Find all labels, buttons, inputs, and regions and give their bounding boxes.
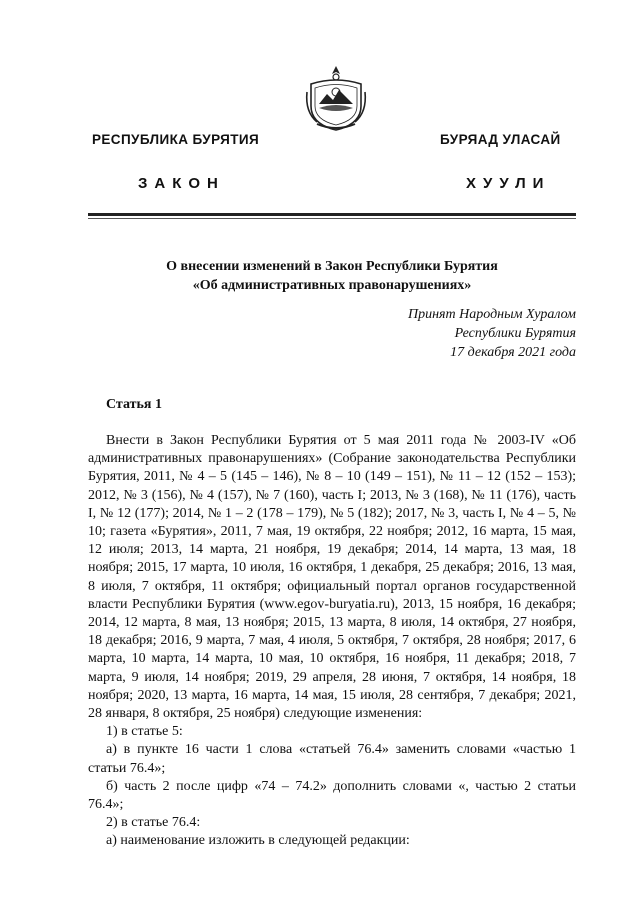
paragraph: 1) в статье 5: — [106, 724, 183, 740]
article-heading: Статья 1 — [106, 397, 162, 412]
paragraph: а) в пункте 16 части 1 слова «статьей 76.4» заменить словами «частью 1 статьи 76.4»; — [88, 742, 576, 776]
adoption-line: Принят Народным Хуралом — [407, 307, 576, 322]
header-divider-thick — [88, 213, 576, 216]
law-title-line: «Об административных правонарушениях» — [192, 278, 472, 293]
republic-name-buryat: БУРЯАД УЛАСАЙ — [440, 132, 561, 147]
header-divider-thin — [88, 218, 576, 219]
adoption-date: 17 декабря 2021 года — [450, 345, 576, 360]
adoption-line: Республики Бурятия — [454, 326, 576, 341]
paragraph: 2) в статье 76.4: — [106, 815, 201, 831]
law-title-line: О внесении изменений в Закон Республики Бурятия — [166, 259, 498, 274]
paragraph: б) часть 2 после цифр «74 – 74.2» дополнить словами «, частью 2 статьи 76.4»; — [88, 778, 576, 813]
article-body — [88, 432, 576, 851]
adoption-note — [300, 305, 576, 362]
republic-name-russian: РЕСПУБЛИКА БУРЯТИЯ — [92, 132, 260, 147]
law-title — [88, 257, 576, 295]
coat-of-arms-emblem — [303, 62, 369, 134]
law-word-russian: ЗАКОН — [138, 175, 225, 192]
paragraph: а) наименование изложить в следующей редакции: — [106, 833, 410, 849]
paragraph: Внести в Закон Республики Бурятия от 5 мая 2011 года № 2003-IV «Об административных правонарушениях» (Собрание законодательства Республики Бурятия, 2011, № 4 – 5 (145 – 146), № 8 – 10 (149 – 151), № 11 – 12 (152 – 153); 2012, № 3 (156), № 4 (157), № 7 (160), часть I; 2013, № 3 (168), № 11 (176), часть I, № 12 (177); 2014, № 1 – 2 (178 – 179), № 5 (182); 2017, № 3, часть I, № 4 – 5, № 10; газета «Бурятия», 2011, 7 мая, 19 октября, 22 ноября; 2012, 16 марта, 15 мая, 12 июля; 2013, 14 марта, 21 ноября, 19 декабря; 2014, 14 марта, 13 мая, 18 ноября; 2015, 17 марта, 10 июля, 16 октября, 1 декабря, 25 декабря; 2016, 13 мая, 8 июля, 7 октября, 11 октября; официальный портал органов государственной власти Республики Бурятия (www.egov-buryatia.ru), 2013, 15 ноября, 16 декабря; 2014, 12 марта, 8 мая, 13 ноября; 2015, 13 марта, 8 июля, 14 октября, 27 ноября, 18 декабря; 2016, 9 марта, 7 мая, 4 июля, 5 октября, 7 октября, 28 ноября; 2017, 6 марта, 10 марта, 14 марта, 10 мая, 10 октября, 16 ноября, 11 декабря; 2018, 7 марта, 9 июля, 14 ноября; 2019, 29 апреля, 28 июня, 7 октября, 14 ноября, 18 ноября; 2020, 13 марта, 16 марта, 14 мая, 15 июля, 28 сентября, 7 декабря; 2021, 28 января, 8 октября, 25 ноября) следующие изменения: — [88, 433, 576, 722]
law-word-buryat: ХУУЛИ — [466, 175, 551, 192]
